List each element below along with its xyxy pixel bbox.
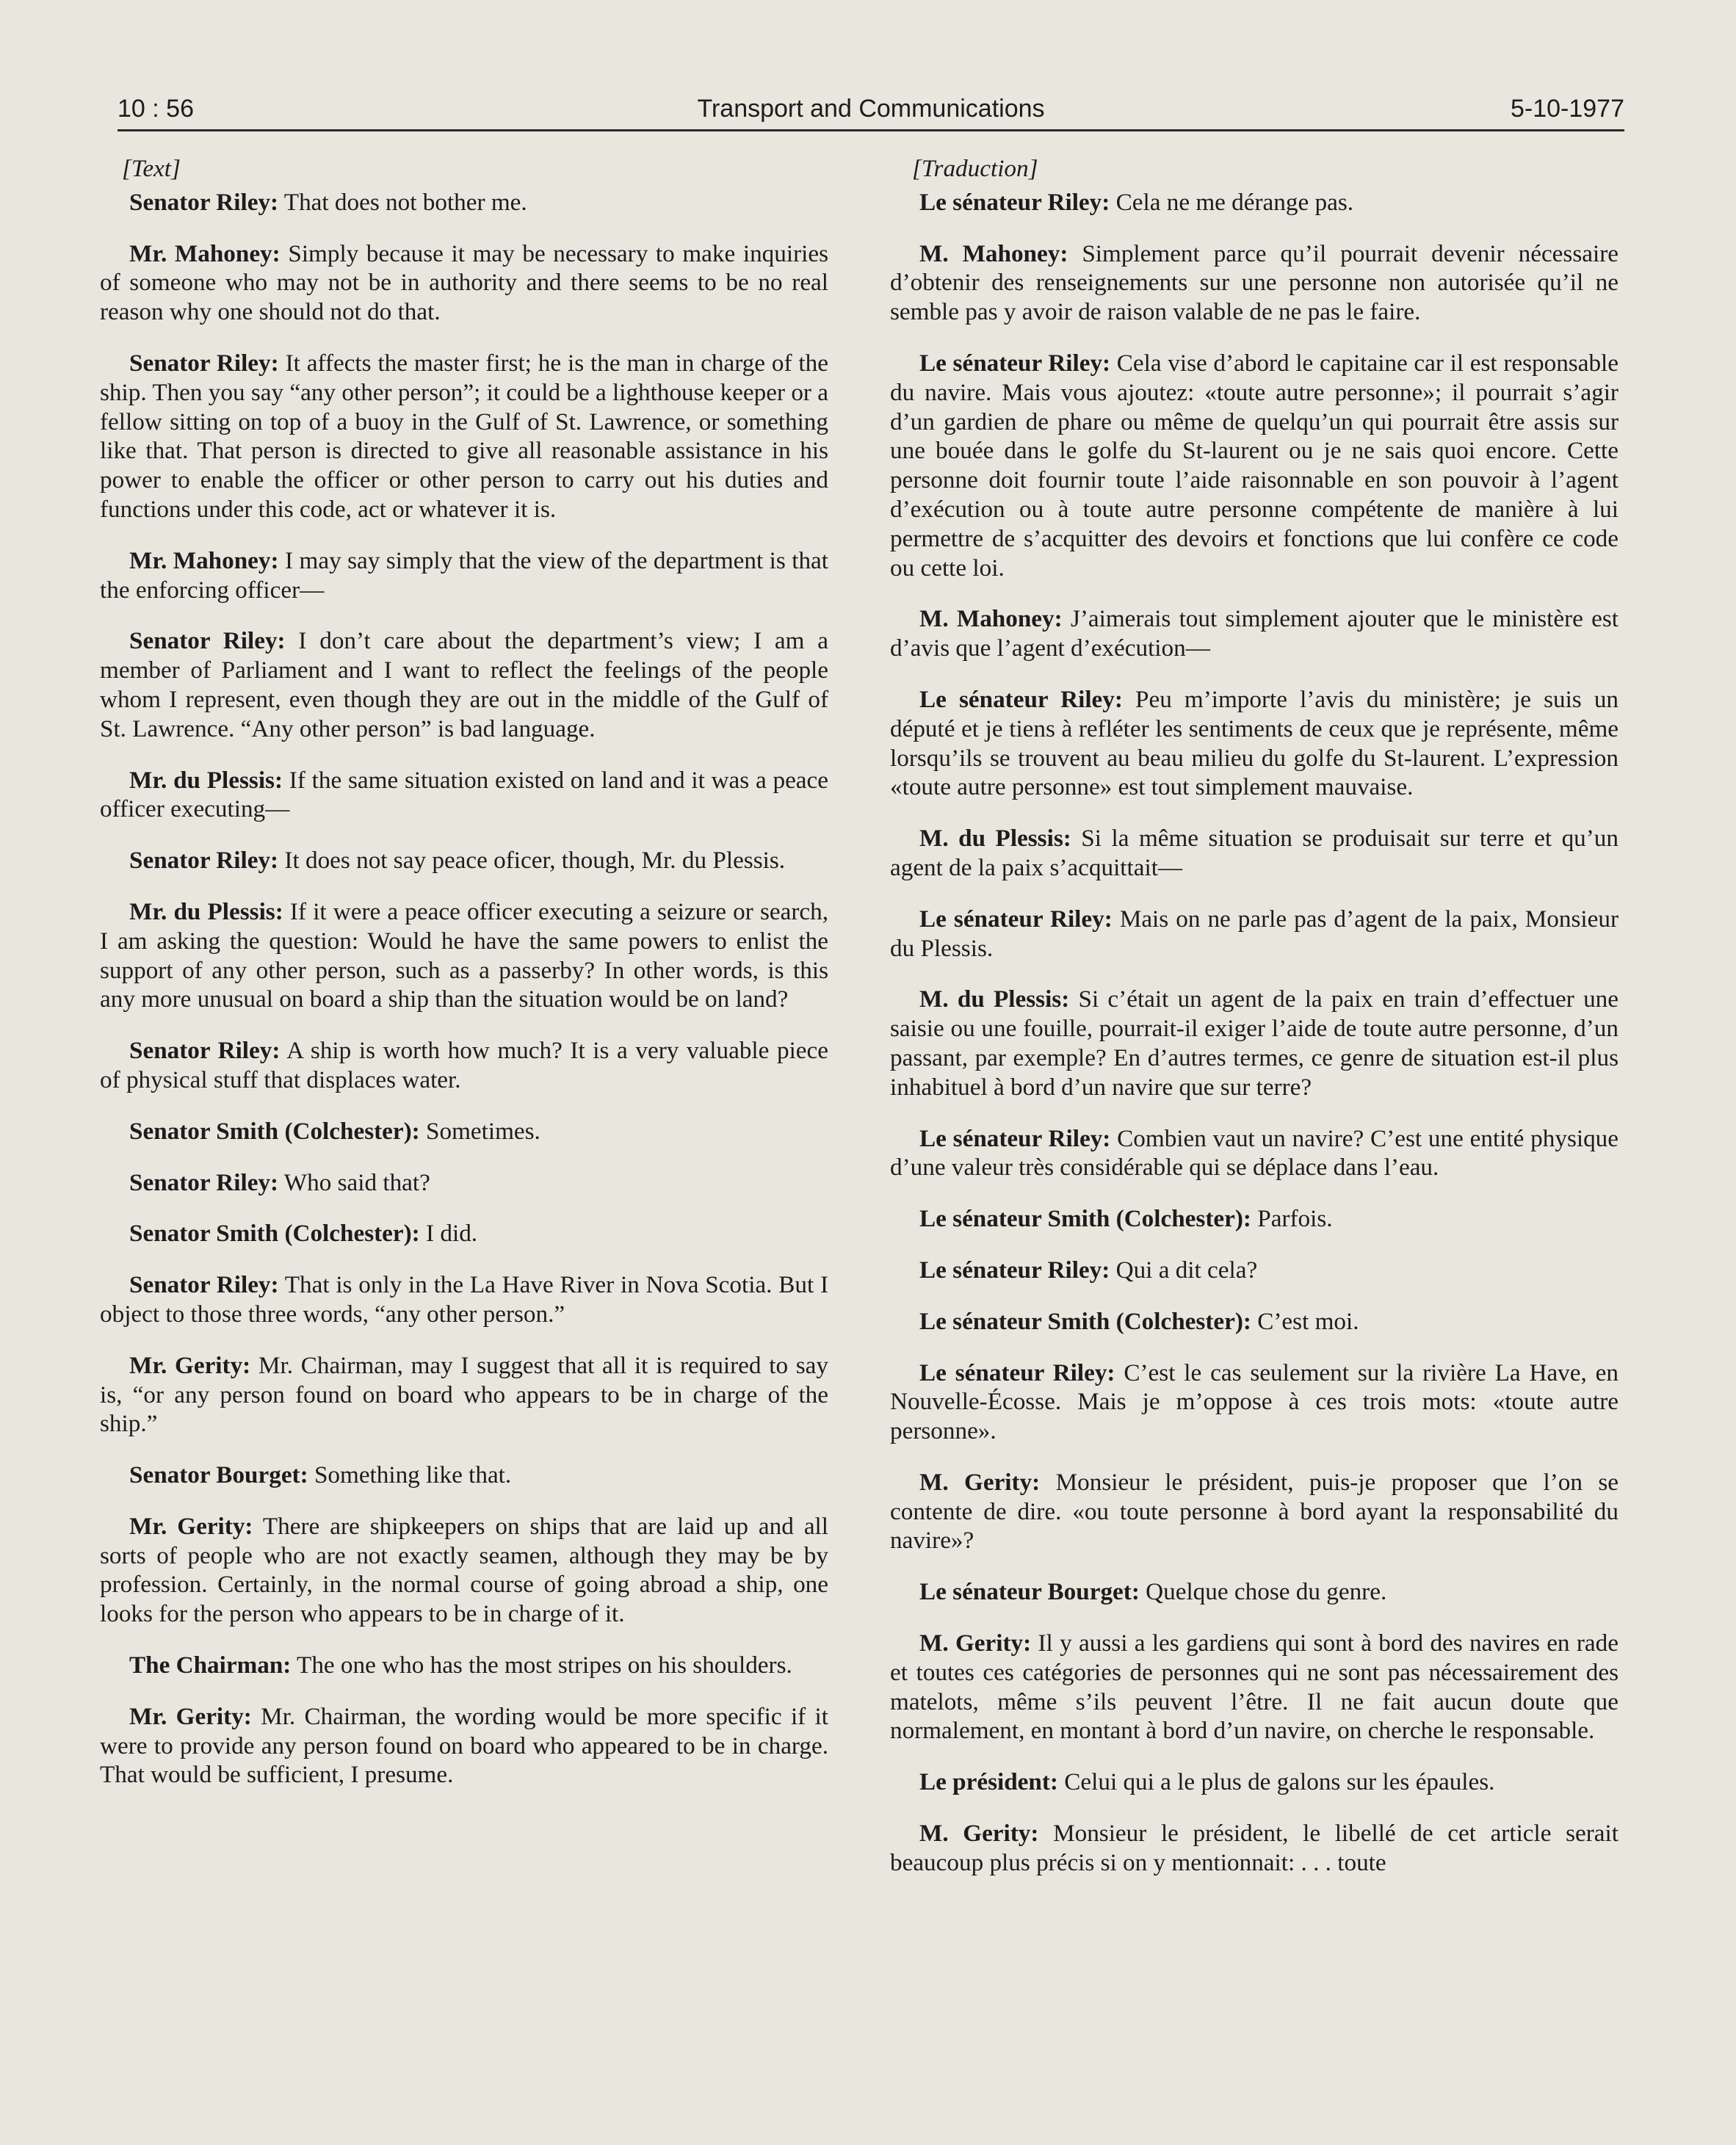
speech-text: Simplement parce qu’il pourrait devenir nécessaire d’obtenir des renseignements sur une personne non autorisée qu’il ne semble pas y avoir de raison valable de ne pas le faire. <box>890 239 1619 326</box>
speech-text: Cela vise d’abord le capitaine car il est responsable du navire. Mais vous ajoutez: «toute autre personne»; il pourrait s’agir d’un gardien de phare ou même de quelqu’un qui pourrait être assis sur une bouée dans le golfe du St-laurent ou je ne sais quoi encore. Cette personne doit fournir toute l’aide raisonnable en son pouvoir à l’agent d’exécution ou à toute autre personne compétente de manière à lui permettre de s’acquitter des devoirs et fonctions que lui confère ce code ou cette loi. <box>890 349 1619 582</box>
column-label: [Text] <box>122 155 181 182</box>
speaker-name: Senator Riley: <box>129 627 286 655</box>
speech-text: J’aimerais tout simplement ajouter que le ministère est d’avis que l’agent d’exécution— <box>890 605 1619 662</box>
speech-paragraph <box>100 239 828 327</box>
speaker-name: Mr. du Plessis: <box>129 766 283 794</box>
speech-paragraph <box>890 604 1619 663</box>
speech-text: Celui qui a le plus de galons sur les épaules. <box>1057 1768 1495 1796</box>
speech-paragraph <box>100 1512 828 1629</box>
speech-text: Mais on ne parle pas d’agent de la paix, Monsieur du Plessis. <box>890 905 1619 962</box>
speech-text: If it were a peace officer executing a seizure or search, I am asking the question: Would he have the same powers to enlist the support of any other person, such as a passerby? In other words, is this any more unusual on board a ship than the situation would be on land? <box>100 897 828 1013</box>
speaker-name: Mr. Gerity: <box>129 1512 253 1540</box>
speech-text: There are shipkeepers on ships that are laid up and all sorts of people who are not exactly seamen, although they may be by profession. Certainly, in the normal course of going abroad a ship, one looks for the person who appears to be in charge of it. <box>100 1512 828 1628</box>
speech-text: Cela ne me dérange pas. <box>1110 188 1354 216</box>
speech-text: Mr. Chairman, may I suggest that all it is required to say is, “or any person found on board who appears to be in charge of the ship.” <box>100 1351 829 1438</box>
speaker-name: Senator Riley: <box>129 1271 279 1299</box>
speaker-name: Mr. du Plessis: <box>129 897 283 925</box>
speech-text: Monsieur le président, puis-je proposer que l’on se contente de dire. «ou toute personne à bord ayant la responsabilité du navire»? <box>890 1468 1619 1555</box>
running-title: Transport and Communications <box>697 95 1045 123</box>
speech-paragraph <box>890 188 1619 217</box>
speaker-name: Le sénateur Riley: <box>919 1124 1111 1152</box>
speech-text: Something like that. <box>308 1461 512 1489</box>
speech-paragraph <box>890 1629 1619 1746</box>
english-column <box>100 154 828 1812</box>
speech-paragraph <box>100 1351 828 1439</box>
speech-paragraph <box>100 1461 828 1490</box>
speech-paragraph <box>100 846 828 875</box>
speech-text: Sometimes. <box>419 1117 540 1145</box>
speaker-name: Senator Riley: <box>129 1168 279 1196</box>
speech-text: I may say simply that the view of the department is that the enforcing officer— <box>100 546 828 604</box>
speech-text: C’est le cas seulement sur la rivière La Have, en Nouvelle-Écosse. Mais je m’oppose à ces trois mots: «toute autre personne». <box>890 1359 1619 1445</box>
speaker-name: Mr. Gerity: <box>129 1351 251 1379</box>
speech-paragraph <box>100 1117 828 1146</box>
speech-paragraph <box>100 766 828 825</box>
speaker-name: Senator Riley: <box>129 1037 281 1065</box>
speech-paragraph <box>890 905 1619 963</box>
speech-text: It affects the master first; he is the man in charge of the ship. Then you say “any other person”; it could be a lighthouse keeper or a fellow sitting on top of a buoy in the Gulf of St. Lawrence, or something like that. That person is directed to give all reasonable assistance in his power to enable the officer or other person to carry out his duties and functions under this code, act or whatever it is. <box>100 349 828 523</box>
speech-paragraph <box>890 1307 1619 1336</box>
speech-text: Quelque chose du genre. <box>1139 1578 1387 1606</box>
speech-paragraph <box>100 546 828 605</box>
speaker-name: M. Gerity: <box>919 1468 1041 1496</box>
speech-text: Combien vaut un navire? C’est une entité physique d’une valeur très considérable qui se déplace dans l’eau. <box>890 1124 1619 1182</box>
speech-paragraph <box>890 1124 1619 1183</box>
speech-text: Il y aussi a les gardiens qui sont à bord des navires en rade et toutes ces catégories de personnes qui ne sont pas nécessairement des matelots, même s’ils peuvent l’être. Il ne fait aucun doute que normalement, en montant à bord d’un navire, on cherche le responsable. <box>890 1629 1619 1745</box>
speech-paragraph <box>890 1768 1619 1797</box>
speech-paragraph <box>890 1819 1619 1878</box>
page-number: 10 : 56 <box>117 95 194 123</box>
speech-text: If the same situation existed on land and it was a peace officer executing— <box>100 766 828 823</box>
speech-paragraph <box>890 985 1619 1102</box>
speech-text: C’est moi. <box>1251 1307 1359 1335</box>
speaker-name: Le sénateur Riley: <box>919 905 1113 933</box>
speech-text: A ship is worth how much? It is a very valuable piece of physical stuff that displaces water. <box>100 1037 828 1093</box>
speech-paragraph <box>890 1204 1619 1234</box>
speaker-name: Le président: <box>919 1768 1058 1796</box>
speech-paragraph <box>890 1577 1619 1607</box>
speaker-name: M. Gerity: <box>919 1820 1039 1848</box>
speech-text: Si c’était un agent de la paix en train d’effectuer une saisie ou une fouille, pourrait-il exiger l’aide de toute autre personne, d’un passant, par exemple? En d’autres termes, ce genre de situation est-il plus inhabituel à bord d’un navire que sur terre? <box>890 985 1619 1101</box>
speech-paragraph <box>890 1359 1619 1446</box>
speaker-name: Le sénateur Smith (Colchester): <box>919 1307 1251 1335</box>
speaker-name: Senator Riley: <box>129 188 279 216</box>
speaker-name: M. du Plessis: <box>919 825 1071 853</box>
sitting-date: 5-10-1977 <box>1510 95 1624 123</box>
speaker-name: M. Gerity: <box>919 1629 1032 1657</box>
speech-paragraph <box>100 1702 828 1790</box>
speech-paragraph <box>100 626 828 743</box>
speech-text: Simply because it may be necessary to make inquiries of someone who may not be in authority and there seems to be no real reason why one should not do that. <box>100 239 828 326</box>
speaker-name: Mr. Gerity: <box>129 1702 252 1730</box>
speech-paragraph <box>100 1651 828 1680</box>
speech-paragraph <box>100 897 828 1014</box>
column-label: [Traduction] <box>912 155 1038 182</box>
speech-text: The one who has the most stripes on his shoulders. <box>291 1652 792 1679</box>
page-header <box>117 81 1624 131</box>
speaker-name: Le sénateur Smith (Colchester): <box>919 1205 1251 1233</box>
speaker-name: M. du Plessis: <box>919 985 1070 1013</box>
speaker-name: M. Mahoney: <box>919 605 1063 633</box>
speech-paragraph <box>100 1219 828 1248</box>
speaker-name: Senator Riley: <box>129 349 279 377</box>
speaker-name: Senator Smith (Colchester): <box>129 1220 420 1248</box>
speech-text: I did. <box>419 1220 478 1248</box>
speaker-name: Le sénateur Bourget: <box>919 1578 1140 1606</box>
speech-text: Who said that? <box>278 1168 430 1196</box>
speaker-name: The Chairman: <box>129 1652 292 1679</box>
speech-text: That does not bother me. <box>278 188 527 216</box>
speech-paragraph <box>100 1168 828 1198</box>
speech-text: It does not say peace oficer, though, Mr. du Plessis. <box>278 847 786 875</box>
speech-paragraph <box>890 685 1619 802</box>
speaker-name: Senator Bourget: <box>129 1461 308 1489</box>
french-column <box>890 154 1619 1900</box>
speech-text: Si la même situation se produisait sur terre et qu’un agent de la paix s’acquittait— <box>890 825 1619 881</box>
speaker-name: Le sénateur Riley: <box>919 1359 1115 1386</box>
speaker-name: Mr. Mahoney: <box>129 546 279 574</box>
speaker-name: Senator Riley: <box>129 847 279 875</box>
speaker-name: M. Mahoney: <box>919 239 1068 267</box>
speaker-name: Le sénateur Riley: <box>919 1256 1110 1284</box>
speaker-name: Le sénateur Riley: <box>919 685 1123 713</box>
speech-paragraph <box>890 239 1619 327</box>
speaker-name: Senator Smith (Colchester): <box>129 1117 420 1145</box>
speaker-name: Mr. Mahoney: <box>129 239 281 267</box>
speech-paragraph <box>890 349 1619 582</box>
speech-paragraph <box>890 1468 1619 1555</box>
speech-text: I don’t care about the department’s view; I am a member of Parliament and I want to reflect the feelings of the people whom I represent, even though they are out in the middle of the Gulf of St. Lawrence. “Any other person” is bad language. <box>100 627 828 742</box>
speaker-name: Le sénateur Riley: <box>919 188 1110 216</box>
speech-text: Parfois. <box>1251 1205 1333 1233</box>
speaker-name: Le sénateur Riley: <box>919 349 1111 377</box>
speech-text: That is only in the La Have River in Nova Scotia. But I object to those three words, “any other person.” <box>100 1271 828 1328</box>
speech-paragraph <box>100 188 828 217</box>
speech-paragraph <box>100 1270 828 1329</box>
speech-text: Mr. Chairman, the wording would be more specific if it were to provide any person found on board who appeared to be in charge. That would be sufficient, I presume. <box>100 1702 828 1789</box>
speech-paragraph <box>890 1256 1619 1285</box>
speech-paragraph <box>100 349 828 524</box>
speech-text: Qui a dit cela? <box>1110 1256 1258 1284</box>
speech-paragraph <box>100 1036 828 1095</box>
speech-paragraph <box>890 824 1619 883</box>
speech-text: Peu m’importe l’avis du ministère; je suis un député et je tiens à refléter les sentiments de ceux que je représente, même lorsqu’ils se trouvent au beau milieu du golfe du St-laurent. L’expression «toute autre personne» est tout simplement mauvaise. <box>890 685 1619 801</box>
speech-text: Monsieur le président, le libellé de cet article serait beaucoup plus précis si on y mentionnait: . . . toute <box>890 1820 1619 1876</box>
